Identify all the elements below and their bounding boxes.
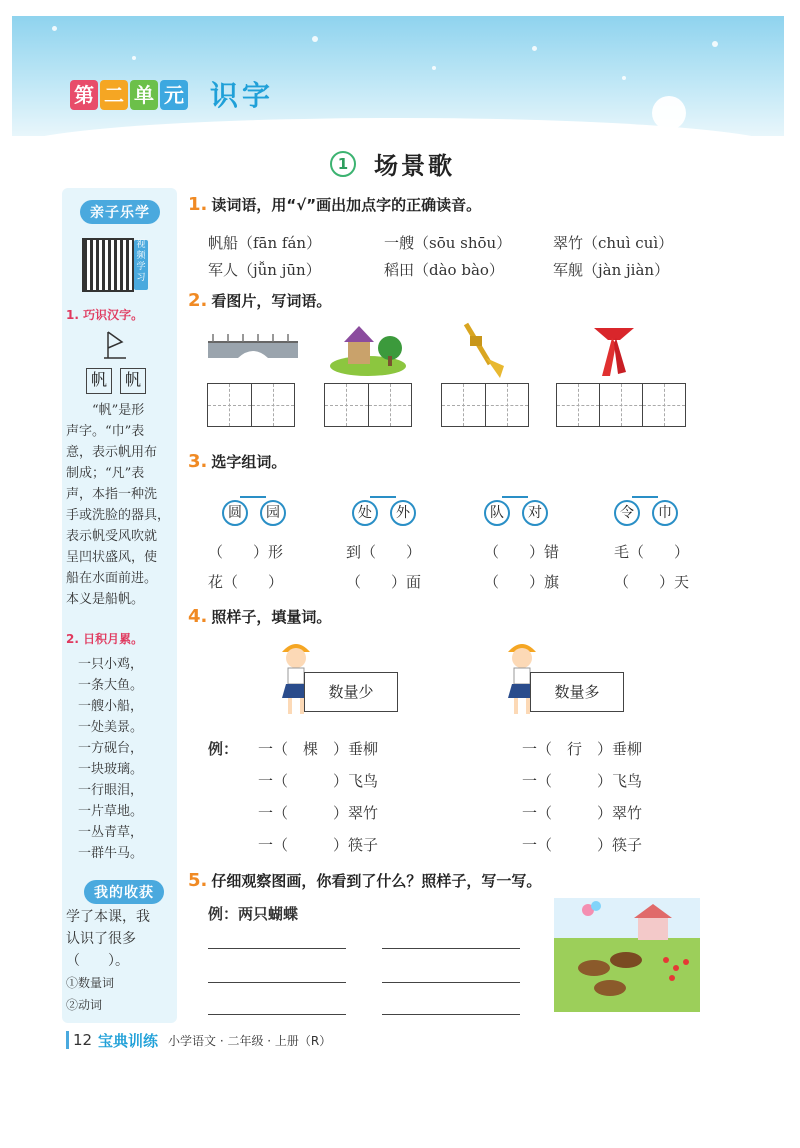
- list-item: 一处美景。: [78, 720, 144, 735]
- writing-grid[interactable]: [556, 383, 686, 427]
- bridge-picture: [208, 328, 298, 360]
- bike-wheel-char: 令: [614, 500, 640, 526]
- question-4: 4. 照样子，填量词。: [188, 606, 332, 627]
- trumpet-picture: [460, 316, 506, 380]
- sidebar-head-parent-learning: 亲子乐学: [80, 200, 160, 224]
- q3-blank[interactable]: （ ）错: [484, 543, 560, 561]
- q1-item[interactable]: 军人（jǚn jūn）: [208, 261, 321, 279]
- char-box-1: 帆: [86, 368, 112, 394]
- q4-right-item[interactable]: 一（ ）筷子: [522, 836, 643, 854]
- red-scarf-picture: [590, 322, 638, 380]
- list-item: 一丛青草，: [78, 825, 144, 840]
- pavilion-picture: [328, 318, 408, 378]
- q4-left-item: 一（ 棵 ）垂柳: [258, 740, 379, 758]
- sidebar-head-harvest: 我的收获: [84, 880, 164, 904]
- answer-line[interactable]: [382, 1014, 520, 1015]
- q1-item[interactable]: 翠竹（chuì cuì）: [553, 234, 674, 252]
- bike-wheel-char: 对: [522, 500, 548, 526]
- sail-pictograph-icon: [100, 328, 130, 362]
- sidebar-explanation: “帆”是形 声字。“巾”表 意，表示帆用布 制成；“凡”表 声，本指一种洗 手或洗脸的器具， 表示帆受风吹就 呈凹状盛风，使 船在水面前进。 本义是船帆。: [66, 403, 171, 607]
- bike-wheel-char: 园: [260, 500, 286, 526]
- q4-left-item[interactable]: 一（ ）筷子: [258, 836, 379, 854]
- bike-frame: [370, 496, 396, 498]
- sign-more: 数量多: [530, 672, 624, 712]
- q1-item[interactable]: 稻田（dào bào）: [384, 261, 504, 279]
- writing-grid[interactable]: [324, 383, 412, 427]
- list-item: 一方砚台，: [78, 741, 144, 756]
- unit-char-4: 元: [160, 80, 188, 110]
- q3-blank[interactable]: （ ）形: [208, 543, 284, 561]
- q1-item[interactable]: 帆船（fān fán）: [208, 234, 322, 252]
- brand-logo: 宝典训练: [98, 1032, 159, 1050]
- writing-grid[interactable]: [207, 383, 295, 427]
- video-tag: 视频学习: [134, 240, 148, 290]
- q4-right-item: 一（ 行 ）垂柳: [522, 740, 643, 758]
- sign-fewer: 数量少: [304, 672, 398, 712]
- answer-line[interactable]: [382, 982, 520, 983]
- bike-wheel-char: 外: [390, 500, 416, 526]
- bike-wheel-char: 队: [484, 500, 510, 526]
- q5-example: 例：两只蝴蝶: [208, 905, 299, 923]
- unit-title: 识字: [210, 79, 275, 112]
- qr-code-icon: [82, 238, 134, 292]
- sidebar-sub-accumulate: 2. 日积月累。: [66, 632, 144, 646]
- list-item: 一条大鱼。: [78, 678, 144, 693]
- unit-char-3: 单: [130, 80, 158, 110]
- q1-item[interactable]: 军舰（jàn jiàn）: [553, 261, 670, 279]
- measure-word-list: [78, 654, 143, 864]
- list-item: 一艘小船，: [78, 699, 144, 714]
- q3-blank[interactable]: （ ）面: [346, 573, 422, 591]
- bike-wheel-char: 圆: [222, 500, 248, 526]
- q3-blank[interactable]: 毛（ ）: [614, 543, 690, 561]
- answer-line[interactable]: [208, 948, 346, 949]
- page-number: 12: [66, 1031, 92, 1049]
- list-item: 一行眼泪，: [78, 783, 144, 798]
- list-item: 一块玻璃。: [78, 762, 144, 777]
- question-5: 5. 仔细观察图画，你看到了什么？照样子，写一写。: [188, 870, 542, 891]
- list-item: 一只小鸡，: [78, 657, 144, 672]
- question-1: 1. 读词语，用“√”画出加点字的正确读音。: [188, 194, 482, 215]
- bike-frame: [240, 496, 266, 498]
- answer-line[interactable]: [208, 1014, 346, 1015]
- q3-blank[interactable]: 到（ ）: [346, 543, 422, 561]
- q4-left-item[interactable]: 一（ ）飞鸟: [258, 772, 379, 790]
- question-3: 3. 选字组词。: [188, 451, 287, 472]
- q1-item[interactable]: 一艘（sōu shōu）: [384, 234, 512, 252]
- lesson-number: 1: [330, 151, 356, 177]
- answer-line[interactable]: [382, 948, 520, 949]
- q3-blank[interactable]: （ ）天: [614, 573, 690, 591]
- harvest-text: 学了本课，我 认识了很多 （ ）。 ①数量词 ②动词: [66, 909, 150, 1012]
- q4-right-item[interactable]: 一（ ）飞鸟: [522, 772, 643, 790]
- lesson-heading: [330, 146, 455, 181]
- bike-frame: [502, 496, 528, 498]
- unit-char-2: 二: [100, 80, 128, 110]
- farm-scene-picture: [554, 898, 700, 1012]
- unit-char-1: 第: [70, 80, 98, 110]
- bike-wheel-char: 处: [352, 500, 378, 526]
- char-box-2: 帆: [120, 368, 146, 394]
- list-item: 一群牛马。: [78, 846, 144, 861]
- q4-left-item[interactable]: 一（ ）翠竹: [258, 804, 379, 822]
- answer-line[interactable]: [208, 982, 346, 983]
- list-item: 一片草地。: [78, 804, 144, 819]
- writing-grid[interactable]: [441, 383, 529, 427]
- sidebar-sub-chars: 1. 巧识汉字。: [66, 308, 144, 322]
- q4-right-item[interactable]: 一（ ）翠竹: [522, 804, 643, 822]
- example-label: 例：: [208, 740, 239, 758]
- q3-blank[interactable]: （ ）旗: [484, 573, 560, 591]
- q3-blank[interactable]: 花（ ）: [208, 573, 284, 591]
- bike-frame: [632, 496, 658, 498]
- book-title: 小学语文 · 二年级 · 上册（R）: [168, 1034, 332, 1048]
- lesson-title: 场景歌: [374, 152, 455, 180]
- question-2: 2. 看图片，写词语。: [188, 290, 332, 311]
- bike-wheel-char: 巾: [652, 500, 678, 526]
